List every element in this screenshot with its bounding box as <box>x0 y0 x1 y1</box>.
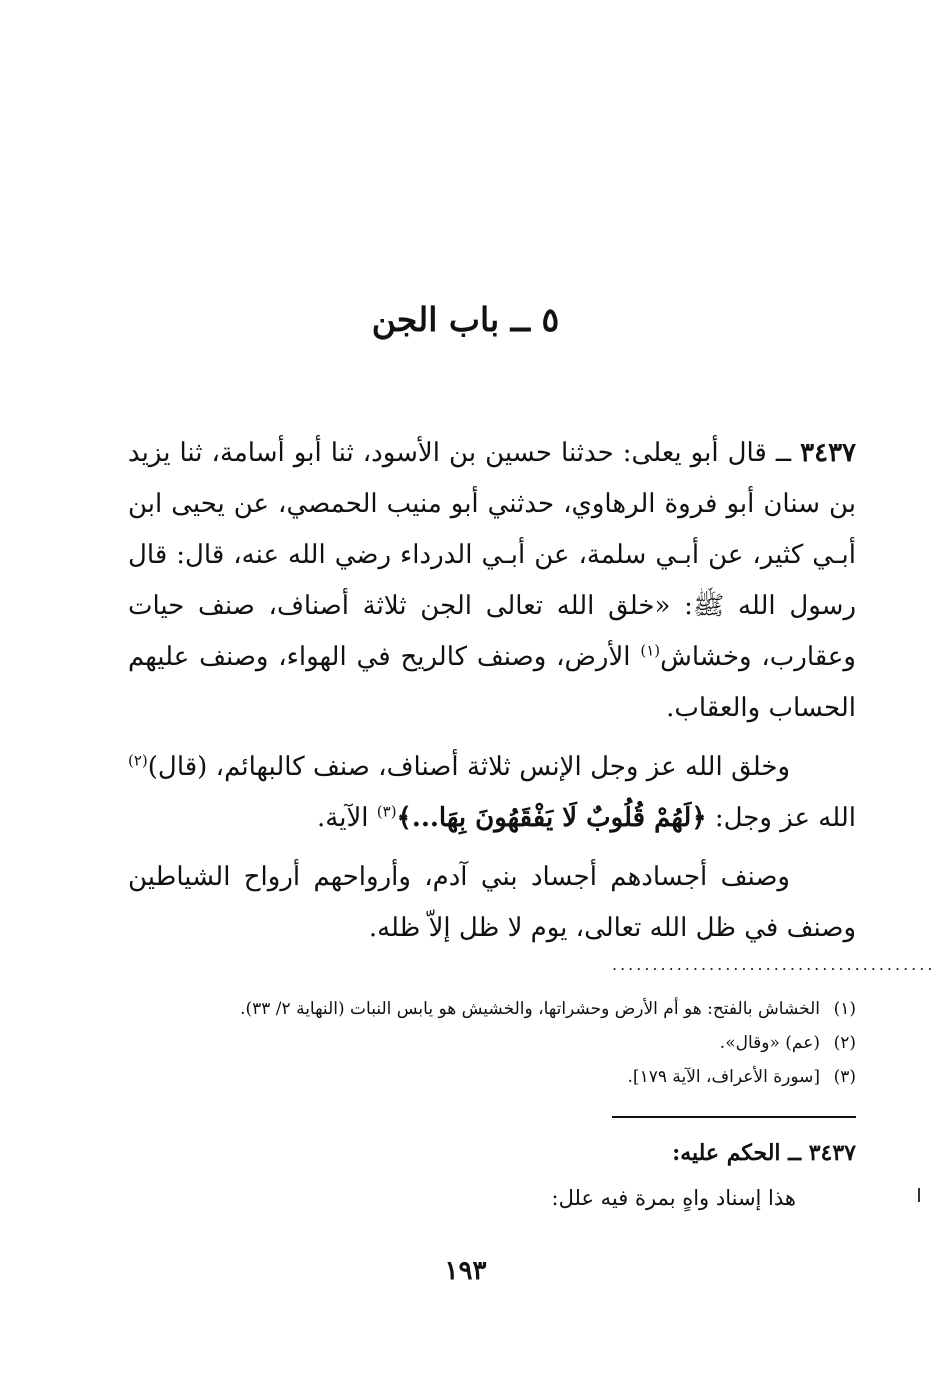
ruling-title: ٣٤٣٧ ــ الحكم عليه: <box>672 1140 856 1166</box>
footnote-item <box>128 992 856 1026</box>
footnote-ref-2[interactable]: (٢) <box>128 751 148 770</box>
hadith-paragraph-3: وصنف أجسادهم أجساد بني آدم، وأرواحهم أرواح الشياطين وصنف في ظل الله تعالى، يوم لا ظل إلاّ ظله. <box>128 862 856 943</box>
chapter-heading: ٥ ــ باب الجن <box>371 300 560 339</box>
hadith-body <box>128 428 856 962</box>
hadith-text-part: وخلق الله عز وجل الإنس ثلاثة أصناف، صنف كالبهائم، (قال) <box>147 752 790 782</box>
hadith-text-part: الأرض، وصنف كالريح في الهواء، وصنف عليهم الحساب والعقاب. <box>128 642 856 723</box>
footnote-text: [سورة الأعراف، الآية ١٧٩]. <box>627 1067 820 1087</box>
footnotes <box>128 992 856 1094</box>
footnote-number: (١) <box>833 999 856 1019</box>
quran-verse: ﴿لَهُمْ قُلُوبٌ لَا يَفْقَهُونَ بِهَا...﴾ <box>396 803 707 833</box>
hadith-paragraph-1 <box>128 428 856 734</box>
footnote-separator: ........................................ <box>612 955 935 974</box>
footnote-item <box>128 1026 856 1060</box>
footnote-ref-1[interactable]: (١) <box>640 641 661 660</box>
footnote-ref-3[interactable]: (٣) <box>376 802 397 821</box>
hadith-text-part: الله عز وجل: <box>706 803 856 833</box>
footnote-number: (٣) <box>833 1067 856 1087</box>
hadith-text-part: ــ قال أبو يعلى: حدثنا حسين بن الأسود، ثنا أبو أسامة، ثنا يزيد بن سنان أبو فروة الرهاوي، حدثني أبو منيب الحمصي، عن يحيى ابن أبـي كثير، عن أبـي سلمة، عن أبـي الدرداء رضي الله عنه، قال: قال رسول الله ﷺ: «خلق الله تعالى الجن ثلاثة أصناف، صنف حيات وعقارب، وخشاش <box>128 438 856 672</box>
footnote-text: الخشاش بالفتح: هو أم الأرض وحشراتها، والخشيش هو يابس النبات (النهاية ٢/ ٣٣). <box>240 999 820 1019</box>
footnote-number: (٢) <box>833 1033 856 1053</box>
hadith-number: ٣٤٣٧ <box>800 438 856 468</box>
hadith-paragraph-2 <box>128 742 856 844</box>
page-number: ١٩٣ <box>444 1256 487 1286</box>
footnote-item <box>128 1060 856 1094</box>
ruling-text: هذا إسناد واهٍ بمرة فيه علل: <box>551 1186 796 1210</box>
footnote-text: (عم) «وقال». <box>719 1033 820 1053</box>
section-divider <box>612 1116 856 1118</box>
scan-edge-mark <box>918 1188 920 1202</box>
hadith-text-part: الآية. <box>317 803 377 833</box>
